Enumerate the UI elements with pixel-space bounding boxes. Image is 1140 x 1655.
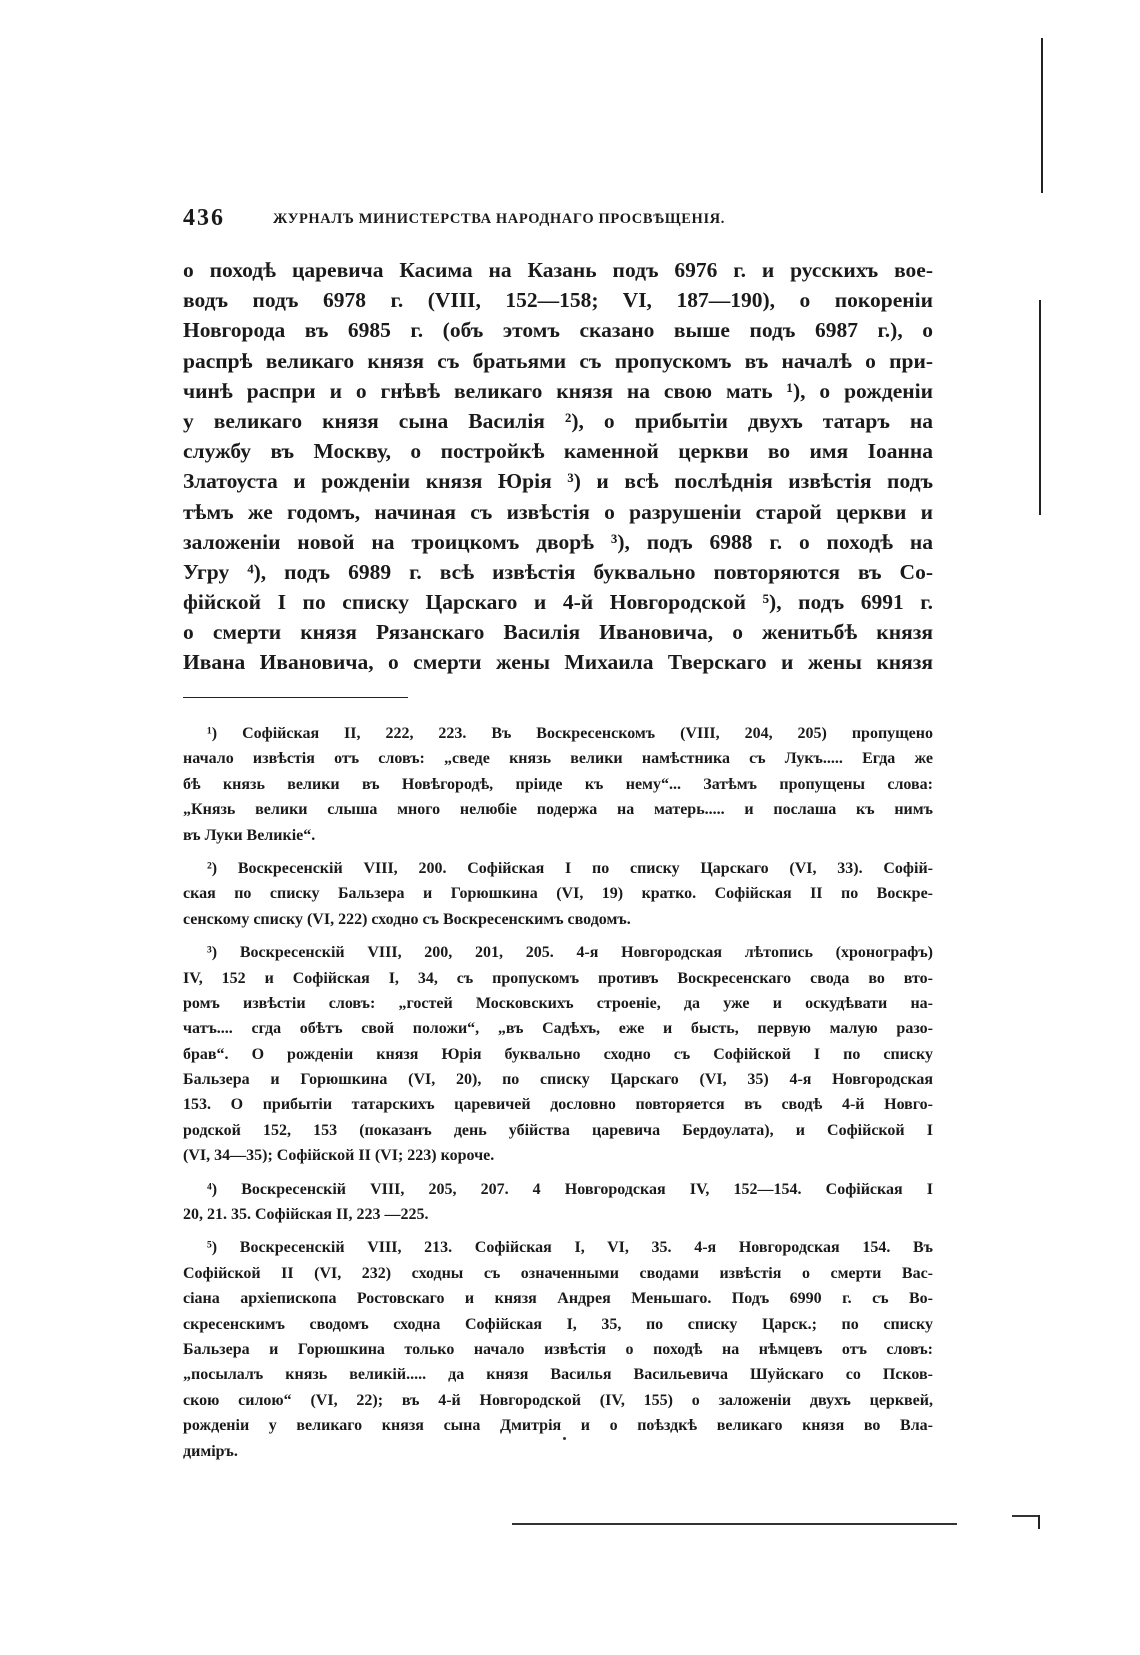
footnote [183, 940, 933, 1169]
footnote-separator [183, 697, 408, 698]
scan-edge-line [1041, 38, 1043, 193]
text-line: фійской I по списку Царскаго и 4-й Новгородской ⁵), подъ 6991 г. [183, 590, 933, 615]
scan-corner-mark [1038, 1515, 1040, 1529]
footnote-line: ¹) Софійская II, 222, 223. Въ Воскресенскомъ (VIII, 204, 205) пропущено [207, 725, 933, 742]
footnote-line: въ Луки Великіе“. [183, 826, 316, 844]
footnote-line: сенскому списку (VI, 222) сходно съ Воскресенскимъ сводомъ. [183, 910, 631, 928]
footnote [183, 1235, 933, 1464]
footnote-line: брав“. О рожденіи князя Юрія буквально сходно съ Софійской I по списку [183, 1045, 933, 1063]
footnote-line: „посылалъ князь великій..... да князя Василья Васильевича Шуйскаго со Псков- [183, 1366, 933, 1384]
footnote-line: рожденіи у великаго князя сына Дмитрія и о поѣздкѣ великаго князя во Вла- [183, 1417, 933, 1435]
footnote-line: Софійской II (VI, 232) сходны съ означенными сводами извѣстія о смерти Вас- [183, 1264, 933, 1282]
main-text [183, 255, 933, 678]
text-line: заложеніи новой на троицкомъ дворѣ ³), подъ 6988 г. о походѣ на [183, 529, 933, 554]
scan-edge-line [1039, 300, 1041, 515]
footnote-line: бѣ князь велики въ Новѣгородѣ, пріиде къ нему“... Затѣмъ пропущены слова: [183, 775, 933, 793]
footnote-line: ²) Воскресенскій VIII, 200. Софійская I по списку Царскаго (VI, 33). Софій- [207, 859, 933, 877]
text-line: о походѣ царевича Касима на Казань подъ 6976 г. и русскихъ вое- [183, 258, 933, 282]
footnote [183, 856, 933, 932]
footnote-line: ⁴) Воскресенскій VIII, 205, 207. 4 Новгородская IV, 152—154. Софійская I [207, 1180, 933, 1198]
page-header [183, 205, 933, 235]
footnote-line: скою силою“ (VI, 22); въ 4-й Новгородской (IV, 155) о заложеніи двухъ церквей, [183, 1391, 933, 1409]
footnote-line: ³) Воскресенскій VIII, 200, 201, 205. 4-я Новгородская лѣтопись (хронографъ) [207, 944, 933, 962]
footnote-line: чатъ.... сгда обѣтъ свой положи“, „въ Садѣхъ, еже и бысть, первую малую разо- [183, 1020, 933, 1038]
text-line: о смерти князя Рязанскаго Василія Ивановича, о женитьбѣ князя [183, 620, 933, 645]
footnote-line: IV, 152 и Софійская I, 34, съ пропускомъ противъ Воскресенскаго свода во вто- [183, 969, 933, 987]
text-line: Угру ⁴), подъ 6989 г. всѣ извѣстія буквально повторяются въ Со- [183, 559, 933, 584]
text-line: у великаго князя сына Василія ²), о прибытіи двухъ татаръ на [183, 408, 933, 433]
text-line: Златоуста и рожденіи князя Юрія ³) и всѣ послѣднія извѣстія подъ [183, 469, 933, 494]
footnote-line: Бальзера и Горюшкина (VI, 20), по списку Царскаго (VI, 35) 4-я Новгородская [183, 1071, 933, 1089]
footnote-line: ромъ извѣстіи словъ: „гостей Московскихъ строеніе, да уже и оскудѣвати на- [183, 994, 933, 1012]
text-line: Новгорода въ 6985 г. (объ этомъ сказано выше подъ 6987 г.), о [183, 318, 933, 343]
page-number: 436 [183, 205, 225, 231]
speck [563, 1437, 566, 1440]
footnote-line: диміръ. [183, 1442, 238, 1460]
footnote-line: сіана архіепископа Ростовскаго и князя Андрея Меньшаго. Подъ 6990 г. съ Во- [183, 1290, 933, 1308]
footnote-line: 153. О прибытіи татарскихъ царевичей дословно повторяется въ сводѣ 4-й Новго- [183, 1096, 933, 1114]
text-line: водъ подъ 6978 г. (VIII, 152—158; VI, 187—190), о покореніи [183, 288, 933, 313]
footnote-line: „Князь велики слыша много нелюбіе подержа на матерь..... и послаша къ нимъ [183, 801, 933, 819]
footnote-line: Бальзера и Горюшкина только начало извѣстія о походѣ на нѣмцевъ отъ словъ: [183, 1340, 933, 1358]
footnote-line: скресенскимъ сводомъ сходна Софійская I, 35, по списку Царск.; по списку [183, 1315, 933, 1333]
footnote [183, 721, 933, 848]
footnote [183, 1177, 933, 1228]
text-line: распрѣ великаго князя съ братьями съ пропускомъ въ началѣ о при- [183, 348, 933, 373]
scan-bottom-line [512, 1523, 957, 1525]
text-line: Ивана Ивановича, о смерти жены Михаила Тверскаго и жены князя [183, 650, 933, 675]
text-line: тѣмъ же годомъ, начиная съ извѣстія о разрушеніи старой церкви и [183, 499, 933, 524]
footnote-line: ская по списку Бальзера и Горюшкина (VI, 19) кратко. Софійская II по Воскре- [183, 885, 933, 903]
text-line: службу въ Москву, о постройкѣ каменной церкви во имя Іоанна [183, 439, 933, 464]
footnote-line: родской 152, 153 (показанъ день убійства царевича Бердоулата), и Софійской I [183, 1121, 933, 1139]
footnote-line: 20, 21. 35. Софійская II, 223 —225. [183, 1206, 429, 1224]
text-line: чинѣ распри и о гнѣвѣ великаго князя на свою мать ¹), о рожденіи [183, 378, 933, 403]
footnote-line: (VI, 34—35); Софійской II (VI; 223) короче. [183, 1147, 495, 1165]
footnotes [183, 721, 933, 1472]
footnote-line: начало извѣстія отъ словъ: „сведе князь велики намѣстника съ Лукъ..... Егда же [183, 750, 933, 768]
footnote-line: ⁵) Воскресенскій VIII, 213. Софійская I, VI, 35. 4-я Новгородская 154. Въ [207, 1239, 933, 1257]
scan-corner-mark [1012, 1515, 1040, 1517]
running-head: ЖУРНАЛЪ МИНИСТЕРСТВА НАРОДНАГО ПРОСВѢЩЕНІЯ. [273, 211, 725, 227]
